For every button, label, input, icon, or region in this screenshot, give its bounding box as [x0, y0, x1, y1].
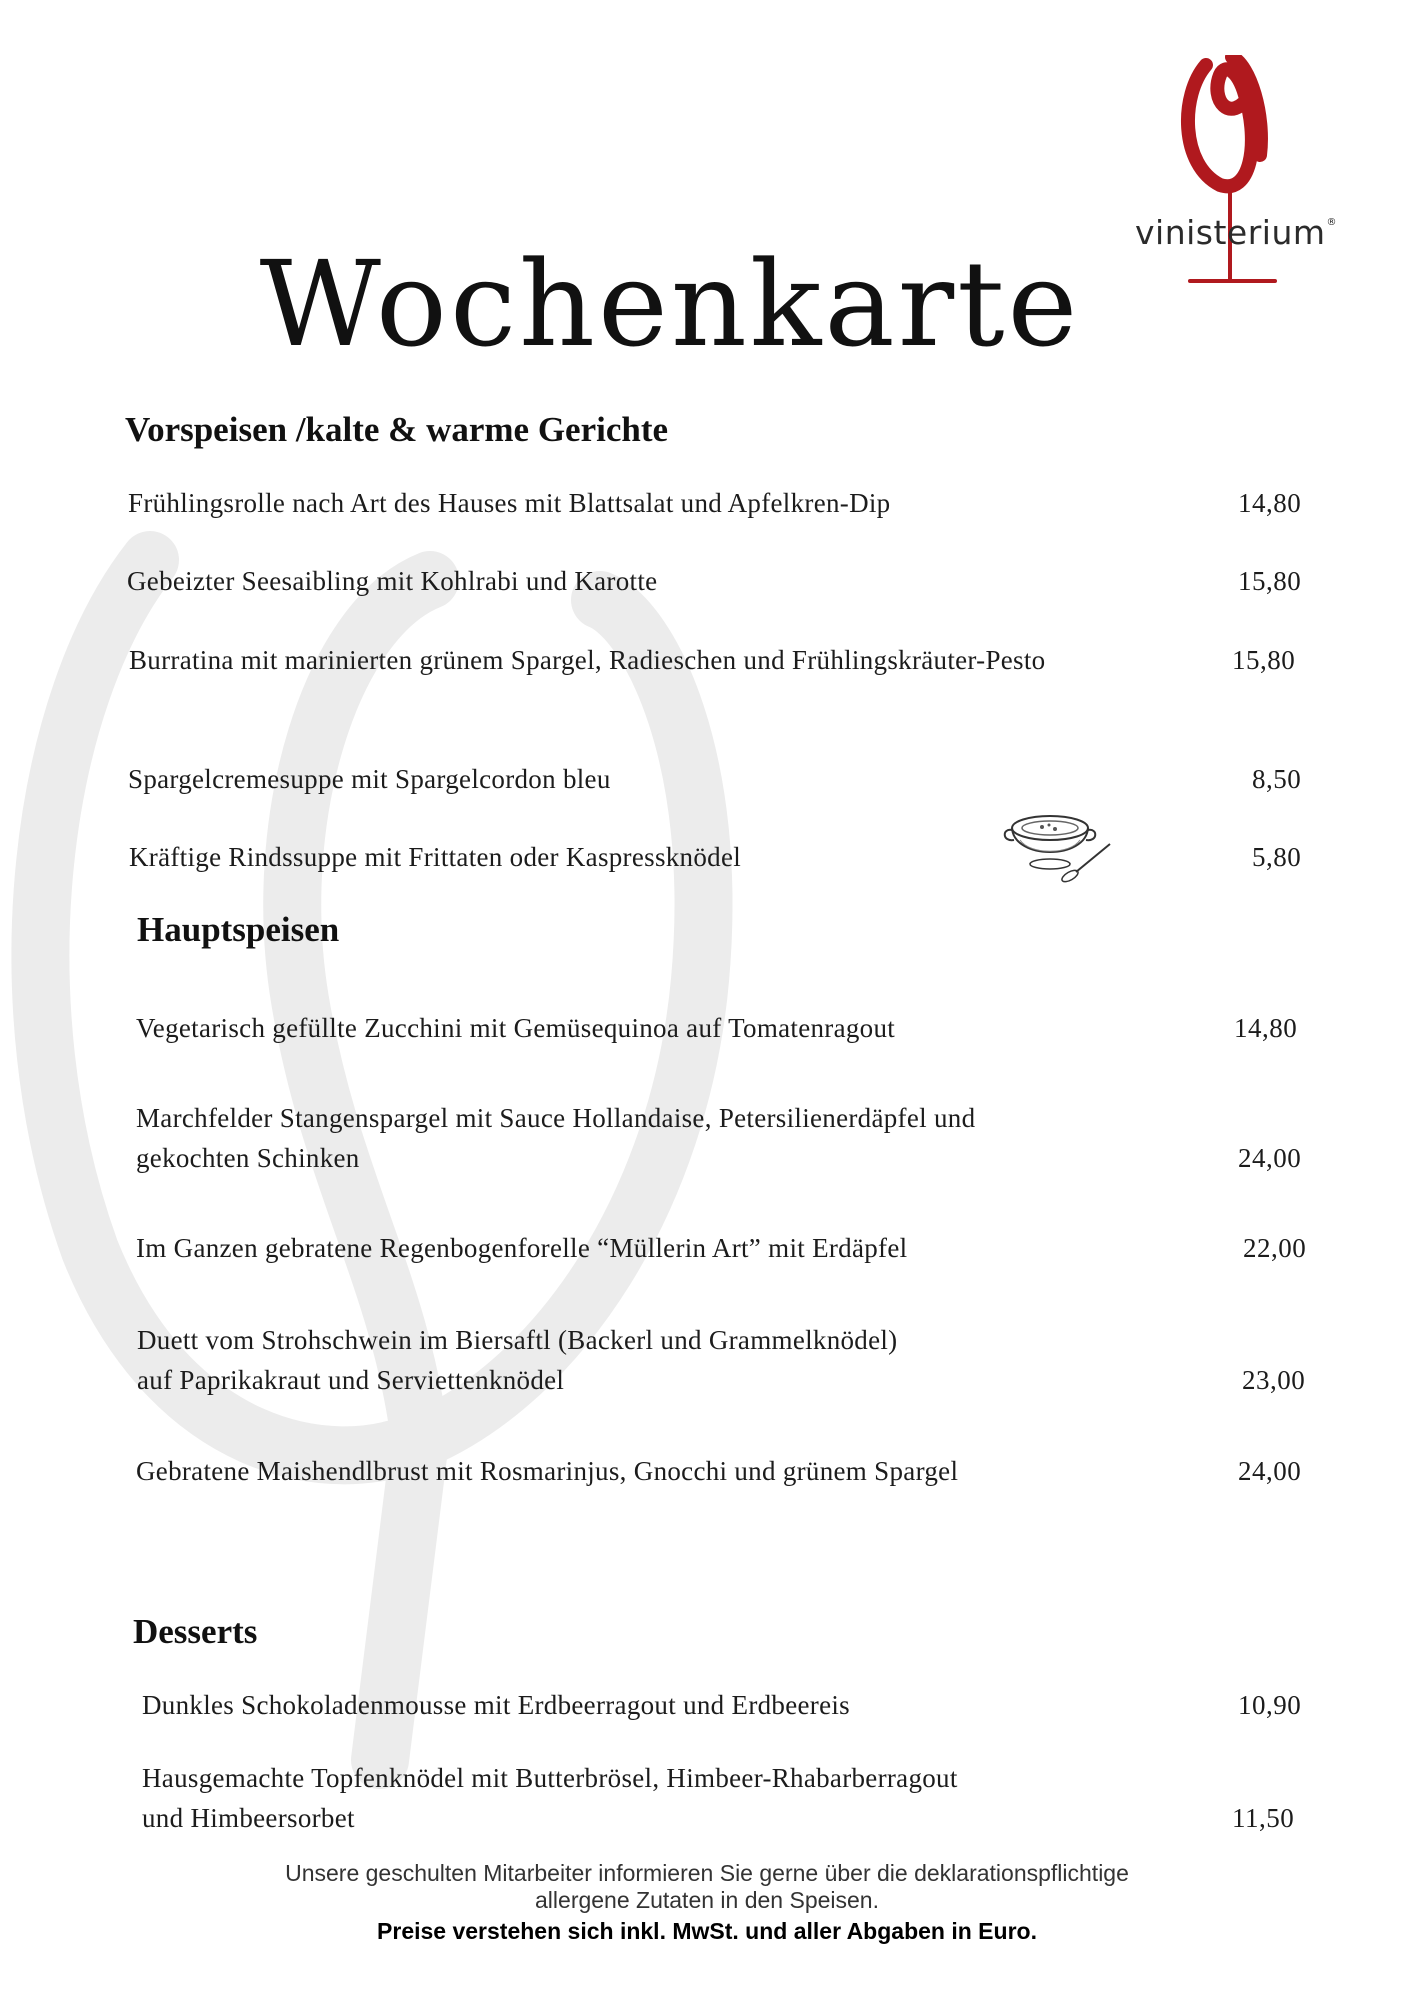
menu-item-price: 5,80 [1252, 842, 1302, 872]
brand-name: vinisterium® [1135, 213, 1338, 252]
menu-item-price: 15,80 [1238, 566, 1302, 596]
menu-item-price: 24,00 [1238, 1143, 1302, 1173]
menu-item-price: 15,80 [1232, 645, 1296, 675]
allergen-notice [0, 1860, 1414, 1945]
menu-item-name [142, 1758, 958, 1838]
soup-bowl-icon [1000, 800, 1120, 890]
menu-item-name-line: Hausgemachte Topfenknödel mit Butterbrösel, Himbeer-Rhabarberragout [142, 1763, 958, 1793]
menu-item-price: 14,80 [1238, 488, 1302, 518]
section-heading-mains: Hauptspeisen [137, 910, 340, 949]
menu-item-price: 8,50 [1252, 764, 1302, 794]
menu-item-price: 10,90 [1238, 1690, 1302, 1720]
menu-item-name: Vegetarisch gefüllte Zucchini mit Gemüsequinoa auf Tomatenragout [136, 1013, 896, 1043]
menu-item-name [136, 1098, 975, 1178]
menu-item-name: Spargelcremesuppe mit Spargelcordon bleu [128, 764, 611, 794]
menu-item-price: 14,80 [1234, 1013, 1298, 1043]
menu-item-name: Kräftige Rindssuppe mit Frittaten oder Kaspressknödel [129, 842, 742, 872]
menu-item-name-line: Duett vom Strohschwein im Biersaftl (Backerl und Grammelknödel) [137, 1325, 898, 1355]
allergen-notice-line: allergene Zutaten in den Speisen. [535, 1887, 879, 1913]
menu-item-price: 22,00 [1243, 1233, 1307, 1263]
allergen-notice-line: Unsere geschulten Mitarbeiter informieren Sie gerne über die deklarationspflichtige [285, 1860, 1129, 1886]
menu-item-name-line: und Himbeersorbet [142, 1803, 355, 1833]
menu-item-price: 11,50 [1232, 1803, 1295, 1833]
menu-item-name: Gebeizter Seesaibling mit Kohlrabi und Karotte [127, 566, 658, 596]
menu-item-name-line: Marchfelder Stangenspargel mit Sauce Hollandaise, Petersilienerdäpfel und [136, 1103, 976, 1133]
page-title: Wochenkarte [259, 235, 1081, 373]
menu-item-name [137, 1320, 897, 1400]
menu-item-name-line: auf Paprikakraut und Serviettenknödel [137, 1365, 565, 1395]
section-heading-desserts: Desserts [133, 1612, 258, 1651]
menu-item-name: Frühlingsrolle nach Art des Hauses mit Blattsalat und Apfelkren-Dip [128, 488, 891, 518]
menu-item-name: Gebratene Maishendlbrust mit Rosmarinjus, Gnocchi und grünem Spargel [136, 1456, 959, 1486]
menu-item-name-line: gekochten Schinken [136, 1143, 360, 1173]
menu-item-name: Dunkles Schokoladenmousse mit Erdbeerragout und Erdbeereis [142, 1690, 850, 1720]
menu-item-price: 23,00 [1242, 1365, 1306, 1395]
section-heading-starters: Vorspeisen /kalte & warme Gerichte [125, 410, 669, 449]
menu-item-name: Im Ganzen gebratene Regenbogenforelle “Müllerin Art” mit Erdäpfel [136, 1233, 908, 1263]
menu-item-price: 24,00 [1238, 1456, 1302, 1486]
menu-item-name: Burratina mit marinierten grünem Spargel, Radieschen und Frühlingskräuter-Pesto [129, 645, 1046, 675]
price-notice: Preise verstehen sich inkl. MwSt. und aller Abgaben in Euro. [377, 1918, 1037, 1944]
